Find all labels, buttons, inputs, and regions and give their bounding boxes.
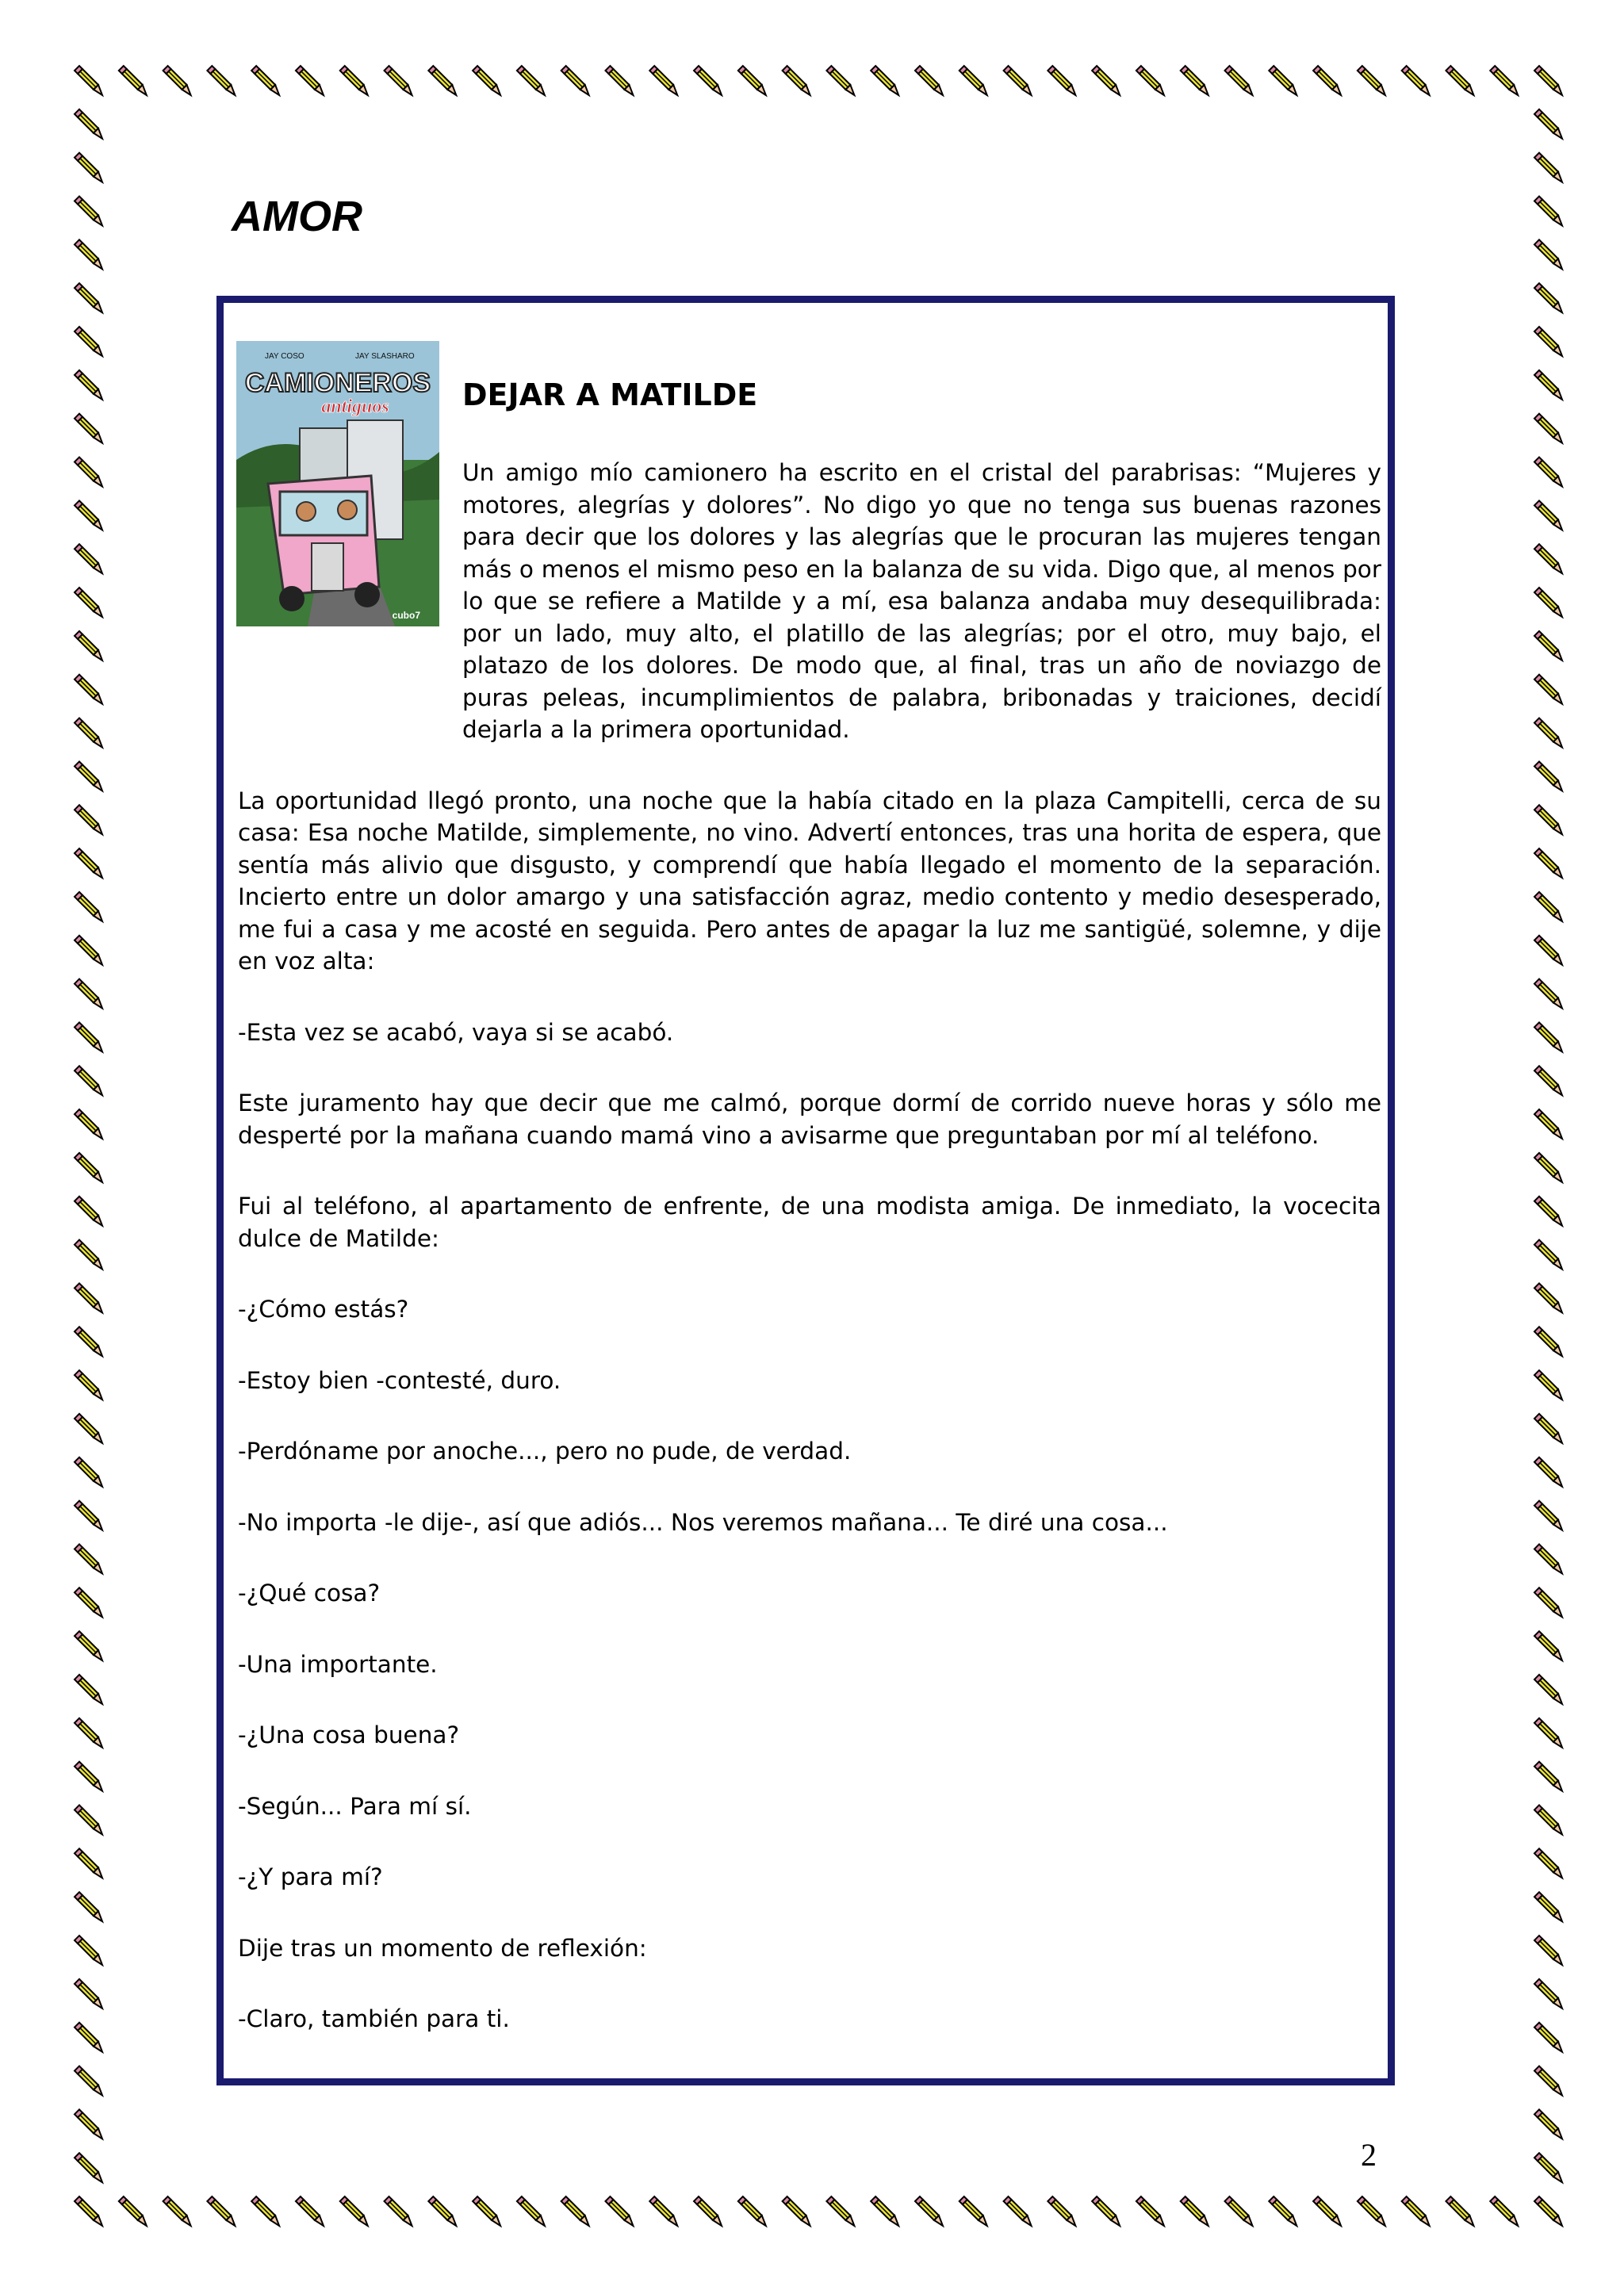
pencil-icon (1269, 66, 1297, 95)
pencil-icon (826, 2196, 854, 2226)
pencil-icon (428, 2196, 456, 2226)
pencil-icon (75, 979, 102, 1009)
pencil-icon (561, 66, 589, 95)
pencil-icon (1534, 197, 1562, 226)
pencil-icon (1534, 892, 1562, 921)
pencil-icon (75, 2109, 102, 2139)
pencil-icon (783, 66, 810, 95)
article-title: DEJAR A MATILDE (462, 377, 758, 412)
pencil-icon (1534, 1327, 1562, 1356)
pencil-icon (75, 1327, 102, 1356)
pencil-icon (1534, 414, 1562, 443)
pencil-icon (1490, 2196, 1518, 2226)
pencil-icon (75, 2023, 102, 2052)
pencil-icon (1048, 2196, 1075, 2226)
pencil-icon (1534, 1979, 1562, 2009)
cover-publisher: cubo7 (392, 610, 420, 621)
pencil-icon (1534, 66, 1562, 95)
pencil-icon (1534, 1501, 1562, 1530)
dialogue-line: -Claro, también para ti. (238, 2005, 510, 2032)
pencil-icon (1534, 458, 1562, 487)
article-body (238, 457, 1381, 2074)
pencil-icon (1136, 2196, 1164, 2226)
pencil-icon (1534, 936, 1562, 965)
pencil-icon (871, 66, 898, 95)
pencil-icon (1048, 66, 1075, 95)
pencil-icon (694, 2196, 722, 2226)
pencil-icon (473, 2196, 500, 2226)
pencil-icon (75, 1892, 102, 1921)
pencil-icon (75, 1762, 102, 1791)
article-box (216, 296, 1395, 2085)
pencil-icon (75, 66, 102, 95)
pencil-icon (75, 544, 102, 573)
pencil-icon (75, 761, 102, 791)
pencil-icon (1534, 544, 1562, 573)
pencil-icon (1534, 1805, 1562, 1834)
pencil-icon (340, 2196, 368, 2226)
pencil-icon (1534, 1283, 1562, 1312)
pencil-icon (1534, 239, 1562, 269)
pencil-icon (1534, 2196, 1562, 2226)
pencil-icon (428, 66, 456, 95)
pencil-icon (517, 2196, 545, 2226)
pencil-icon (738, 66, 766, 95)
pencil-icon (75, 283, 102, 312)
pencil-icon (915, 66, 943, 95)
pencil-icon (163, 2196, 191, 2226)
pencil-icon (915, 2196, 943, 2226)
pencil-icon (75, 1587, 102, 1617)
pencil-icon (75, 153, 102, 182)
pencil-icon (1534, 1892, 1562, 1921)
pencil-icon (75, 2066, 102, 2095)
pencil-icon (1534, 1762, 1562, 1791)
pencil-icon (1446, 2196, 1473, 2226)
pencil-icon (75, 1718, 102, 1748)
pencil-icon (649, 2196, 677, 2226)
pencil-icon (959, 66, 987, 95)
pencil-icon (1534, 805, 1562, 834)
pencil-icon (1534, 1587, 1562, 1617)
pencil-icon (385, 2196, 412, 2226)
pencil-icon (75, 109, 102, 139)
pencil-icon (1534, 1675, 1562, 1704)
pencil-icon (75, 500, 102, 530)
pencil-icon (75, 370, 102, 400)
pencil-icon (1092, 2196, 1120, 2226)
pencil-icon (1181, 2196, 1208, 2226)
pencil-icon (1358, 2196, 1385, 2226)
pencil-icon (75, 1153, 102, 1182)
pencil-icon (75, 1414, 102, 1443)
cover-subtitle: antiguos (321, 396, 389, 417)
paragraph-3: -Esta vez se acabó, vaya si se acabó. (238, 1018, 674, 1046)
pencil-icon (75, 458, 102, 487)
pencil-icon (605, 66, 633, 95)
pencil-icon (296, 66, 324, 95)
pencil-icon (75, 588, 102, 617)
dialogue-line: -¿Y para mí? (238, 1863, 383, 1890)
pencil-icon (75, 1370, 102, 1400)
pencil-icon (163, 66, 191, 95)
page-number: 2 (1361, 2137, 1377, 2173)
pencil-icon (738, 2196, 766, 2226)
pencil-icon (75, 414, 102, 443)
pencil-icon (1181, 66, 1208, 95)
pencil-icon (1446, 66, 1473, 95)
pencil-icon (649, 66, 677, 95)
pencil-icon (119, 2196, 147, 2226)
pencil-icon (75, 718, 102, 748)
pencil-icon (75, 1022, 102, 1051)
pencil-icon (1534, 153, 1562, 182)
pencil-icon (1224, 2196, 1252, 2226)
pencil-icon (75, 1109, 102, 1139)
pencil-icon (119, 66, 147, 95)
dialogue-line: -No importa -le dije-, así que adiós... Nos veremos mañana... Te diré una cosa... (238, 1508, 1168, 1536)
pencil-icon (561, 2196, 589, 2226)
pencil-icon (1313, 66, 1341, 95)
pencil-icon (1402, 66, 1430, 95)
pencil-icon (1534, 1718, 1562, 1748)
pencil-icon (207, 2196, 235, 2226)
pencil-icon (75, 197, 102, 226)
pencil-icon (517, 66, 545, 95)
pencil-icon (1402, 2196, 1430, 2226)
pencil-icon (75, 2196, 102, 2226)
paragraph-narration: Dije tras un momento de reflexión: (238, 1934, 647, 1962)
pencil-icon (1534, 761, 1562, 791)
dialogue-line: -Estoy bien -contesté, duro. (238, 1366, 561, 1394)
pencil-icon (251, 66, 279, 95)
pencil-icon (75, 892, 102, 921)
pencil-icon (75, 805, 102, 834)
pencil-icon (75, 1544, 102, 1573)
pencil-icon (1534, 370, 1562, 400)
pencil-icon (1534, 1544, 1562, 1573)
pencil-icon (959, 2196, 987, 2226)
pencil-icon (694, 66, 722, 95)
pencil-icon (1534, 1936, 1562, 1965)
pencil-icon (207, 66, 235, 95)
pencil-icon (75, 2153, 102, 2182)
pencil-icon (1534, 1022, 1562, 1051)
pencil-icon (1313, 2196, 1341, 2226)
pencil-icon (1534, 1240, 1562, 1270)
pencil-icon (1534, 500, 1562, 530)
pencil-icon (1004, 2196, 1032, 2226)
pencil-icon (1534, 675, 1562, 704)
pencil-icon (1136, 66, 1164, 95)
pencil-icon (605, 2196, 633, 2226)
paragraph-5: Fui al teléfono, al apartamento de enfrente, de una modista amiga. De inmediato, la vocecita dulce de Matilde: (238, 1193, 1381, 1252)
pencil-icon (75, 1848, 102, 1878)
dialogue-line: -¿Cómo estás? (238, 1296, 409, 1323)
paragraph-2: La oportunidad llegó pronto, una noche que la había citado en la plaza Campitelli, cerca de su casa: Esa noche Matilde, simplemente, no vino. Advertí entonces, tras una horita de espera, que sentía más alivio que disgusto, y comprendí que había llegado el momento de la separación. Incierto entre un dolor amargo y una satisfacción agraz, medio contento y medio desesperado, me fui a casa y me acosté en seguida. Pero antes de apagar la luz me santigüé, solemne, y dije en voz alta: (238, 787, 1381, 975)
pencil-icon (75, 631, 102, 661)
pencil-icon (1534, 283, 1562, 312)
pencil-icon (1534, 588, 1562, 617)
pencil-icon (1534, 1370, 1562, 1400)
pencil-icon (826, 66, 854, 95)
pencil-icon (340, 66, 368, 95)
pencil-icon (251, 2196, 279, 2226)
pencil-icon (1490, 66, 1518, 95)
pencil-icon (1004, 66, 1032, 95)
pencil-icon (1092, 66, 1120, 95)
dialogue-line: -Una importante. (238, 1650, 438, 1678)
pencil-icon (1534, 718, 1562, 748)
pencil-icon (1534, 2109, 1562, 2139)
pencil-icon (1534, 631, 1562, 661)
pencil-icon (1534, 2153, 1562, 2182)
pencil-icon (75, 1805, 102, 1834)
pencil-icon (75, 1240, 102, 1270)
dialogue-line: -¿Qué cosa? (238, 1580, 381, 1607)
pencil-icon (871, 2196, 898, 2226)
pencil-icon (1534, 1153, 1562, 1182)
cover-author-right: JAY SLASHARO (355, 352, 415, 361)
section-title: AMOR (232, 193, 362, 240)
cover-author-left: JAY COSO (265, 352, 304, 361)
dialogue-line: -¿Una cosa buena? (238, 1721, 460, 1748)
pencil-icon (1534, 2066, 1562, 2095)
pencil-icon (75, 1066, 102, 1095)
pencil-icon (1534, 1631, 1562, 1660)
pencil-icon (1269, 2196, 1297, 2226)
pencil-icon (1534, 1848, 1562, 1878)
pencil-icon (1534, 109, 1562, 139)
pencil-icon (75, 848, 102, 878)
pencil-icon (1358, 66, 1385, 95)
pencil-icon (75, 675, 102, 704)
paragraph-1: Un amigo mío camionero ha escrito en el cristal del parabrisas: “Mujeres y motores, alegrías y dolores”. No digo yo que no tenga sus buenas razones para decir que los dolores y las alegrías que le procuran las mujeres tengan más o menos el mismo peso en la balanza de su vida. Digo que, al menos por lo que se refiere a Matilde y a mí, esa balanza andaba muy desequilibrada: por un lado, muy alto, el platillo de las alegrías; por el otro, muy bajo, el platazo de los dolores. De modo que, al final, tras un año de noviazgo de puras peleas, incumplimientos de palabra, bribonadas y traiciones, decidí dejarla a la primera oportunidad. (462, 459, 1381, 743)
pencil-icon (75, 239, 102, 269)
pencil-icon (75, 936, 102, 965)
pencil-icon (1534, 1457, 1562, 1487)
pencil-icon (75, 1501, 102, 1530)
pencil-icon (1534, 1414, 1562, 1443)
paragraph-4: Este juramento hay que decir que me calmó, porque dormí de corrido nueve horas y sólo me desperté por la mañana cuando mamá vino a avisarme que preguntaban por mí al teléfono. (238, 1090, 1381, 1149)
pencil-icon (1534, 1066, 1562, 1095)
cover-title: CAMIONEROS (244, 368, 431, 398)
pencil-icon (75, 1675, 102, 1704)
pencil-icon (473, 66, 500, 95)
pencil-icon (385, 66, 412, 95)
pencil-icon (75, 1457, 102, 1487)
pencil-icon (1224, 66, 1252, 95)
pencil-icon (75, 1283, 102, 1312)
pencil-icon (1534, 1109, 1562, 1139)
pencil-icon (1534, 1197, 1562, 1226)
dialogue-line: -Perdóname por anoche..., pero no pude, de verdad. (238, 1438, 852, 1465)
pencil-icon (1534, 979, 1562, 1009)
pencil-icon (1534, 2023, 1562, 2052)
pencil-icon (1534, 848, 1562, 878)
pencil-icon (75, 1936, 102, 1965)
dialogue-line: -Según... Para mí sí. (238, 1792, 472, 1820)
pencil-icon (783, 2196, 810, 2226)
pencil-icon (296, 2196, 324, 2226)
pencil-icon (75, 327, 102, 356)
pencil-icon (75, 1631, 102, 1660)
pencil-icon (1534, 327, 1562, 356)
pencil-icon (75, 1197, 102, 1226)
pencil-icon (75, 1979, 102, 2009)
